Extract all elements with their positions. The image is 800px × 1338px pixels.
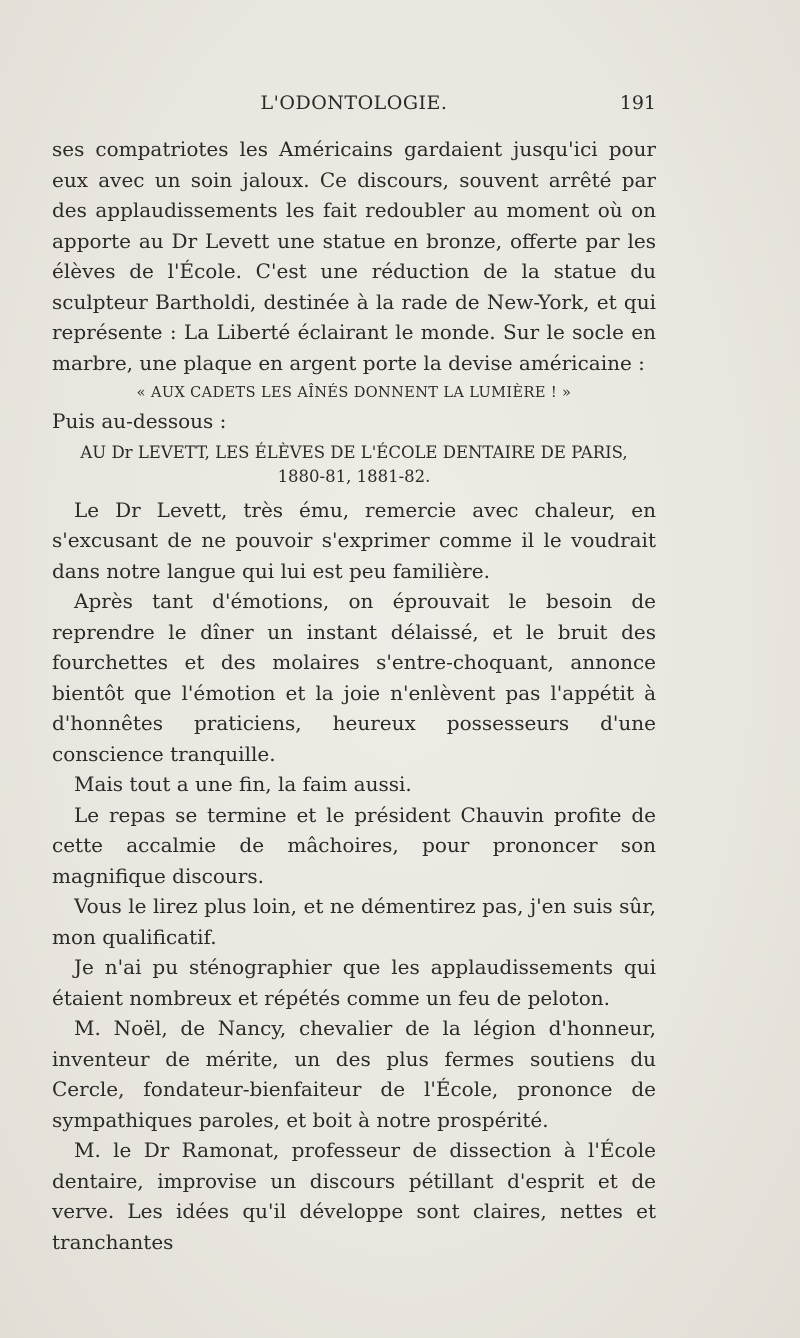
paragraph: Vous le lirez plus loin, et ne démentirez pas, j'en suis sûr, mon qualificatif. [52,894,656,949]
page-header [52,92,656,118]
running-title: L'ODONTOLOGIE. [260,92,448,114]
dedication [52,441,656,489]
paragraph: M. Noël, de Nancy, chevalier de la légion d'honneur, inventeur de mérite, un des plus fermes soutiens du Cercle, fondateur-bienfaiteur de l'École, prononce de sympathiques paroles, et boit à notre prospérité. [52,1016,656,1132]
paragraph: Le Dr Levett, très ému, remercie avec chaleur, en s'excusant de ne pouvoir s'exprimer comme il le voudrait dans notre langue qui lui est peu familière. [52,497,656,583]
paragraph: Après tant d'émotions, on éprouvait le besoin de reprendre le dîner un instant délaissé, et le bruit des fourchettes et des molaires s'entre-choquant, annonce bientôt que l'émotion et la joie n'enlèvent pas l'appétit à d'honnêtes praticiens, heureux possesseurs d'une conscience tranquille. [52,589,656,766]
page-number: 191 [619,92,656,114]
dedication-line: AU Dr LEVETT, LES ÉLÈVES DE L'ÉCOLE DENTAIRE DE PARIS, [80,442,628,462]
motto: « AUX CADETS LES AÎNÉS DONNENT LA LUMIÈRE ! » [136,385,572,401]
paragraph: Puis au-dessous : [52,409,227,433]
paragraph: Mais tout a une fin, la faim aussi. [74,772,412,796]
body-text [52,134,656,1257]
paragraph: Le repas se termine et le président Chauvin profite de cette accalmie de mâchoires, pour prononcer son magnifique discours. [52,802,656,888]
paragraph: ses compatriotes les Américains gardaient jusqu'ici pour eux avec un soin jaloux. Ce discours, souvent arrêté par des applaudissements les fait redoubler au moment où on apporte au Dr Levett une statue en bronze, offerte par les élèves de l'École. C'est une réduction de la statue du sculpteur Bartholdi, destinée à la rade de New-York, et qui représente : La Liberté éclairant le monde. Sur le socle en marbre, une plaque en argent porte la devise américaine : [52,137,656,375]
paragraph: Je n'ai pu sténographier que les applaudissements qui étaient nombreux et répétés comme un feu de peloton. [52,955,656,1010]
dedication-line: 1880-81, 1881-82. [277,466,431,486]
paragraph: M. le Dr Ramonat, professeur de dissection à l'École dentaire, improvise un discours pétillant d'esprit et de verve. Les idées qu'il développe sont claires, nettes et tranchantes [52,1138,656,1254]
